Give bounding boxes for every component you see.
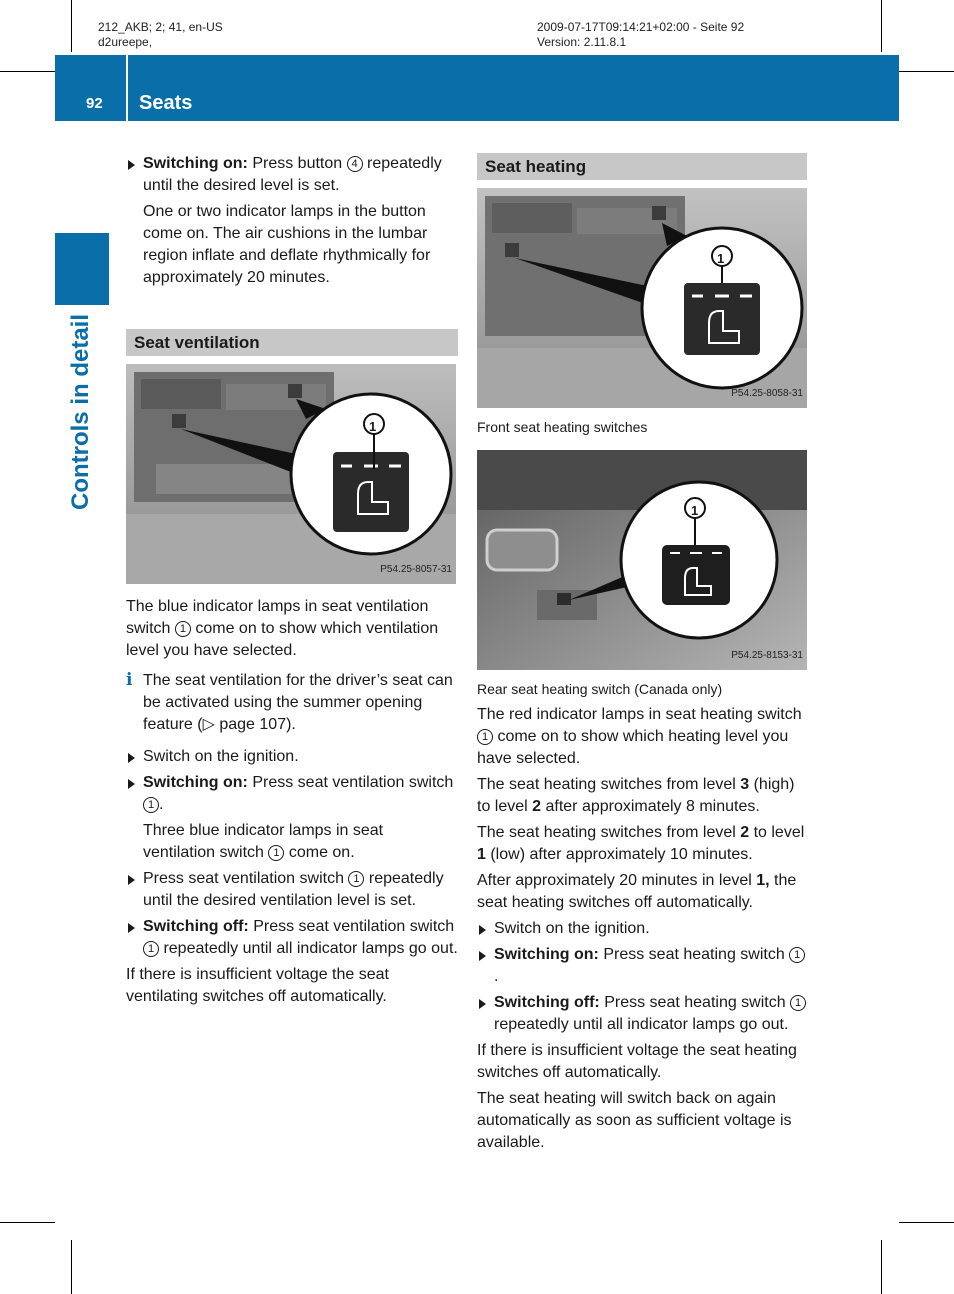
left-column bbox=[126, 153, 458, 1012]
figure-caption: Front seat heating switches bbox=[477, 419, 648, 435]
crop-mark bbox=[71, 1240, 72, 1294]
paragraph-vent-voltage: If there is insufficient voltage the seat ventilating switches off automatically. bbox=[126, 966, 389, 1005]
print-meta-left: 212_AKB; 2; 41, en-US d2ureepe, bbox=[98, 20, 223, 49]
step-arrow-icon bbox=[479, 999, 486, 1009]
crop-mark bbox=[899, 71, 954, 72]
callout-number: 1 bbox=[268, 845, 284, 861]
callout-number: 1 bbox=[348, 871, 364, 887]
step-arrow-icon bbox=[128, 779, 135, 789]
paragraph-heat-voltage: If there is insufficient voltage the seat heating switches off automatically. bbox=[477, 1042, 797, 1081]
figure-front-seat-heating bbox=[477, 188, 807, 408]
header-divider bbox=[126, 55, 128, 121]
step-arrow-icon bbox=[128, 753, 135, 763]
callout-number: 1 bbox=[143, 941, 159, 957]
page-number: 92 bbox=[86, 95, 103, 112]
paragraph-heat-auto-off: After approximately 20 minutes in level 1, the seat heating switches off automatically. bbox=[477, 872, 797, 911]
paragraph-heat-restore: The seat heating will switch back on again automatically as soon as sufficient voltage is available. bbox=[477, 1090, 792, 1151]
print-meta-right: 2009-07-17T09:14:21+02:00 - Seite 92 Version: 2.11.8.1 bbox=[537, 20, 745, 49]
crop-mark bbox=[71, 0, 72, 52]
figure-rear-seat-heating bbox=[477, 450, 807, 670]
paragraph-heat-indicator: The red indicator lamps in seat heating switch 1 come on to show which heating level you have selected. bbox=[477, 706, 802, 767]
step-arrow-icon bbox=[479, 951, 486, 961]
step-switching-on-lumbar: Switching on: Press button 4 repeatedly until the desired level is set. bbox=[126, 153, 458, 197]
callout-number: 1 bbox=[143, 797, 159, 813]
right-column bbox=[477, 153, 807, 1158]
info-note: i The seat ventilation for the driver’s seat can be activated using the summer opening feature (▷ page 107). bbox=[126, 670, 453, 733]
side-tab-block bbox=[55, 233, 109, 305]
crop-mark bbox=[881, 1240, 882, 1294]
step-detail: One or two indicator lamps in the button come on. The air cushions in the lumbar region inflate and deflate rhythmically for approximately 20 minutes. bbox=[143, 203, 431, 286]
step-vent-level: Press seat ventilation switch 1 repeatedly until the desired ventilation level is set. bbox=[126, 868, 458, 912]
step-heat-off: Switching off: Press seat heating switch 1 repeatedly until all indicator lamps go out. bbox=[477, 992, 807, 1036]
callout-label: 1 bbox=[717, 251, 725, 266]
side-tab-label: Controls in detail bbox=[67, 313, 94, 511]
ventilation-illustration bbox=[126, 364, 456, 584]
crop-mark bbox=[899, 1222, 954, 1223]
step-detail: Three blue indicator lamps in seat ventilation switch 1 come on. bbox=[143, 822, 384, 861]
paragraph-vent-indicator: The blue indicator lamps in seat ventilation switch 1 come on to show which ventilation level you have selected. bbox=[126, 598, 439, 659]
callout-number: 1 bbox=[789, 947, 805, 963]
callout-number: 1 bbox=[790, 995, 806, 1011]
step-ignition: Switch on the ignition. bbox=[126, 746, 458, 768]
heading-seat-ventilation: Seat ventilation bbox=[126, 329, 458, 356]
figure-seat-ventilation bbox=[126, 364, 456, 584]
section-title: Seats bbox=[139, 92, 193, 114]
callout-label: 1 bbox=[369, 419, 377, 434]
step-arrow-icon bbox=[128, 923, 135, 933]
step-heat-on: Switching on: Press seat heating switch 1. bbox=[477, 944, 807, 988]
paragraph-heat-level-2: The seat heating switches from level 2 to level 1 (low) after approximately 10 minutes. bbox=[477, 824, 805, 863]
figure-code: P54.25-8057-31 bbox=[380, 564, 452, 575]
callout-number: 1 bbox=[175, 621, 191, 637]
page-header bbox=[55, 55, 899, 121]
callout-number: 4 bbox=[347, 156, 363, 172]
heading-seat-heating: Seat heating bbox=[477, 153, 807, 180]
crop-mark bbox=[0, 71, 55, 72]
figure-code: P54.25-8058-31 bbox=[731, 388, 803, 399]
figure-caption: Rear seat heating switch (Canada only) bbox=[477, 681, 723, 697]
callout-label: 1 bbox=[691, 503, 699, 518]
step-ignition: Switch on the ignition. bbox=[477, 918, 807, 940]
info-icon: i bbox=[126, 670, 133, 690]
crop-mark bbox=[0, 1222, 55, 1223]
callout-number: 1 bbox=[477, 729, 493, 745]
crop-mark bbox=[881, 0, 882, 52]
step-arrow-icon bbox=[128, 875, 135, 885]
page-ref-icon: ▷ bbox=[202, 716, 215, 733]
paragraph-heat-level-3: The seat heating switches from level 3 (high) to level 2 after approximately 8 minutes. bbox=[477, 776, 795, 815]
front-heating-illustration bbox=[477, 188, 807, 408]
step-arrow-icon bbox=[479, 925, 486, 935]
figure-code: P54.25-8153-31 bbox=[731, 650, 803, 661]
rear-heating-illustration bbox=[477, 450, 807, 670]
step-arrow-icon bbox=[128, 160, 135, 170]
step-vent-off: Switching off: Press seat ventilation switch 1 repeatedly until all indicator lamps go out. bbox=[126, 916, 458, 960]
step-vent-on: Switching on: Press seat ventilation switch 1 . bbox=[126, 772, 458, 816]
